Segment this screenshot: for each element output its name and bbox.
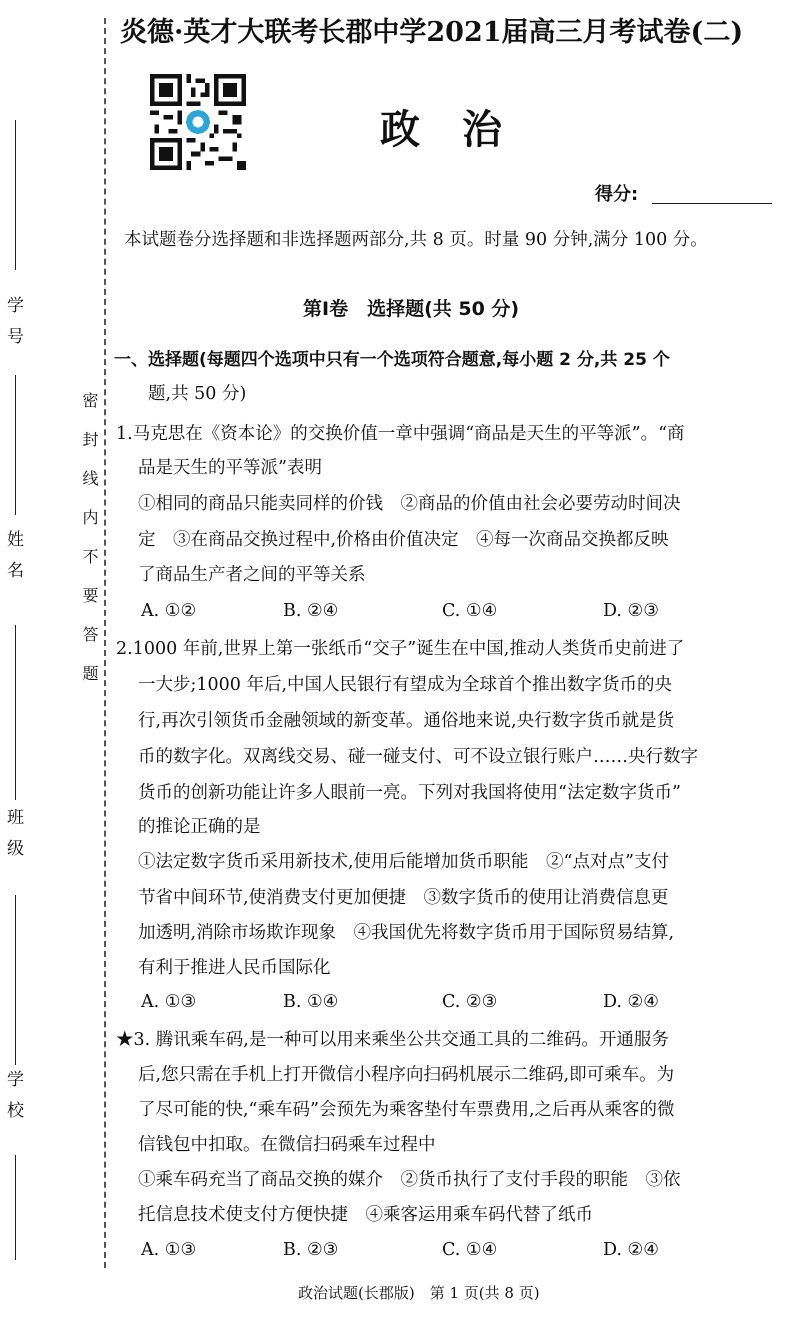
q2-stem-line-5: 货币的创新功能让许多人眼前一亮。下列对我国将使用“法定数字货币” (138, 783, 681, 803)
divider-line (15, 375, 16, 515)
q3-stem-line-4: 信钱包中扣取。在微信扫码乘车过程中 (138, 1135, 436, 1155)
q3-option-c[interactable]: C. ①④ (442, 1240, 498, 1260)
binding-margin (0, 0, 110, 1321)
page-footer: 政治试题(长郡版) 第 1 页(共 8 页) (298, 1284, 540, 1302)
q1-option-b[interactable]: B. ②④ (283, 601, 339, 621)
school-line (15, 1155, 16, 1260)
name-label: 姓名 (3, 530, 23, 592)
seal-dashed-line (104, 18, 106, 1268)
part-heading-line-2: 题,共 50 分) (148, 384, 247, 404)
q3-stem-line-2: 后,您只需在手机上打开微信小程序向扫码机展示二维码,即可乘车。为 (138, 1065, 675, 1085)
part-heading-line-1: 一、选择题(每题四个选项中只有一个选项符合题意,每小题 2 分,共 25 个 (114, 350, 670, 370)
q1-statement-line-3: 了商品生产者之间的平等关系 (138, 565, 366, 585)
q1-statement-line-1: ①相同的商品只能卖同样的价钱 ②商品的价值由社会必要劳动时间决 (138, 494, 681, 514)
q1-statement-line-2: 定 ③在商品交换过程中,价格由价值决定 ④每一次商品交换都反映 (138, 530, 669, 550)
q1-stem-line-2: 品是天生的平等派”表明 (138, 458, 322, 478)
q2-option-d[interactable]: D. ②④ (603, 992, 659, 1012)
q2-stem-line-6: 的推论正确的是 (138, 817, 261, 837)
name-line (15, 625, 16, 800)
q2-statement-line-2: 节省中间环节,使消费支付更加便捷 ③数字货币的使用让消费信息更 (138, 888, 669, 908)
exam-title: 炎德·英才大联考长郡中学2021届高三月考试卷(二) (120, 17, 744, 48)
seal-line-notice: 密封线内不要答题 (80, 392, 99, 704)
section-title: 第Ⅰ卷 选择题(共 50 分) (303, 298, 520, 320)
class-line (15, 895, 16, 1065)
q2-statement-line-1: ①法定数字货币采用新技术,使用后能增加货币职能 ②“点对点”支付 (138, 852, 669, 872)
subject-title: 政治 (380, 107, 544, 153)
q2-stem-line-3: 行,再次引领货币金融领域的新变革。通俗地来说,央行数字货币就是货 (138, 711, 675, 731)
q3-stem-line-1: ★3. 腾讯乘车码,是一种可以用来乘坐公共交通工具的二维码。开通服务 (116, 1030, 669, 1050)
q1-option-a[interactable]: A. ①② (141, 601, 197, 621)
q1-option-d[interactable]: D. ②③ (603, 601, 659, 621)
q1-stem-line-1: 1.马克思在《资本论》的交换价值一章中强调“商品是天生的平等派”。“商 (116, 424, 685, 444)
q3-option-a[interactable]: A. ①③ (141, 1240, 197, 1260)
student-id-label: 学号 (3, 296, 23, 358)
class-label: 班级 (3, 808, 23, 870)
q2-stem-line-1: 2.1000 年前,世界上第一张纸币“交子”诞生在中国,推动人类货币史前进了 (116, 639, 685, 659)
q3-stem-line-3: 了尽可能的快,“乘车码”会预先为乘客垫付车票费用,之后再从乘客的微 (138, 1100, 675, 1120)
q2-stem-line-2: 一大步;1000 年后,中国人民银行有望成为全球首个推出数字货币的央 (138, 675, 673, 695)
score-label: 得分: (595, 184, 639, 205)
q2-option-a[interactable]: A. ①③ (141, 992, 197, 1012)
q2-statement-line-3: 加透明,消除市场欺诈现象 ④我国优先将数字货币用于国际贸易结算, (138, 923, 675, 943)
q2-option-b[interactable]: B. ①④ (283, 992, 339, 1012)
exam-intro: 本试题卷分选择题和非选择题两部分,共 8 页。时量 90 分钟,满分 100 分。 (124, 230, 708, 250)
student-id-line (15, 120, 16, 270)
score-blank-line (652, 203, 772, 204)
q3-statement-line-1: ①乘车码充当了商品交换的媒介 ②货币执行了支付手段的职能 ③依 (138, 1170, 681, 1190)
q2-option-c[interactable]: C. ②③ (442, 992, 498, 1012)
q1-option-c[interactable]: C. ①④ (442, 601, 498, 621)
q3-statement-line-2: 托信息技术使支付方便快捷 ④乘客运用乘车码代替了纸币 (138, 1205, 593, 1225)
q2-stem-line-4: 币的数字化。双离线交易、碰一碰支付、可不设立银行账户……央行数字 (138, 747, 698, 767)
school-label: 学校 (3, 1070, 23, 1132)
q3-option-d[interactable]: D. ②④ (603, 1240, 659, 1260)
q2-statement-line-4: 有利于推进人民币国际化 (138, 958, 331, 978)
q3-option-b[interactable]: B. ②③ (283, 1240, 339, 1260)
qr-code-icon (150, 74, 246, 170)
